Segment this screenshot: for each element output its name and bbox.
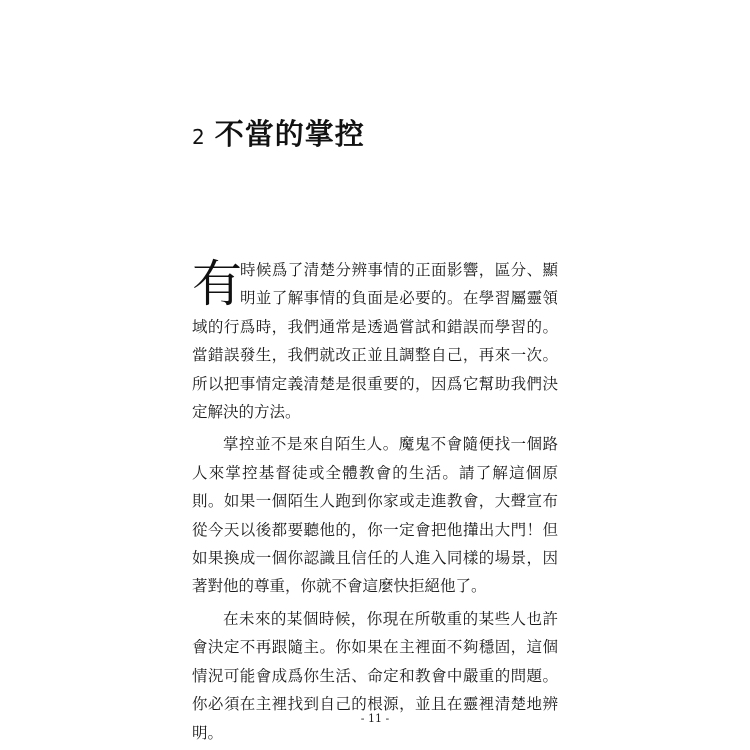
page-number: - 11 - [360, 712, 390, 725]
paragraph-3: 在未來的某個時候，你現在所敬重的某些人也許會決定不再跟隨主。你如果在主裡面不夠穩固，這個情況可能會成爲你生活、命定和教會中嚴重的問題。你必須在主裡找到自己的根源，並且在靈裡清楚地辨明。 [192, 609, 558, 742]
paragraph-1-text: 時候爲了清楚分辨事情的正面影響，區分、顯明並了解事情的負面是必要的。在學習屬靈領域的行爲時，我們通常是透過嘗試和錯誤而學習的。當錯誤發生，我們就改正並且調整自己，再來一次。所以把事情定義清楚是很重要的，因爲它幫助我們決定解決的方法。 [192, 261, 558, 422]
chapter-number: 2 [192, 125, 205, 149]
paragraph-1 [192, 256, 558, 426]
paragraph-2: 掌控並不是來自陌生人。魔鬼不會隨便找一個路人來掌控基督徒或全體教會的生活。請了解這個原則。如果一個陌生人跑到你家或走進教會，大聲宣布從今天以後都要聽他的，你一定會把他攆出大門！但如果換成一個你認識且信任的人進入同樣的場景，因著對他的尊重，你就不會這麼快拒絕他了。 [192, 435, 558, 596]
drop-cap: 有 [192, 255, 242, 313]
chapter-heading [192, 112, 365, 153]
chapter-body [192, 256, 558, 747]
chapter-title: 不當的掌控 [214, 117, 365, 151]
